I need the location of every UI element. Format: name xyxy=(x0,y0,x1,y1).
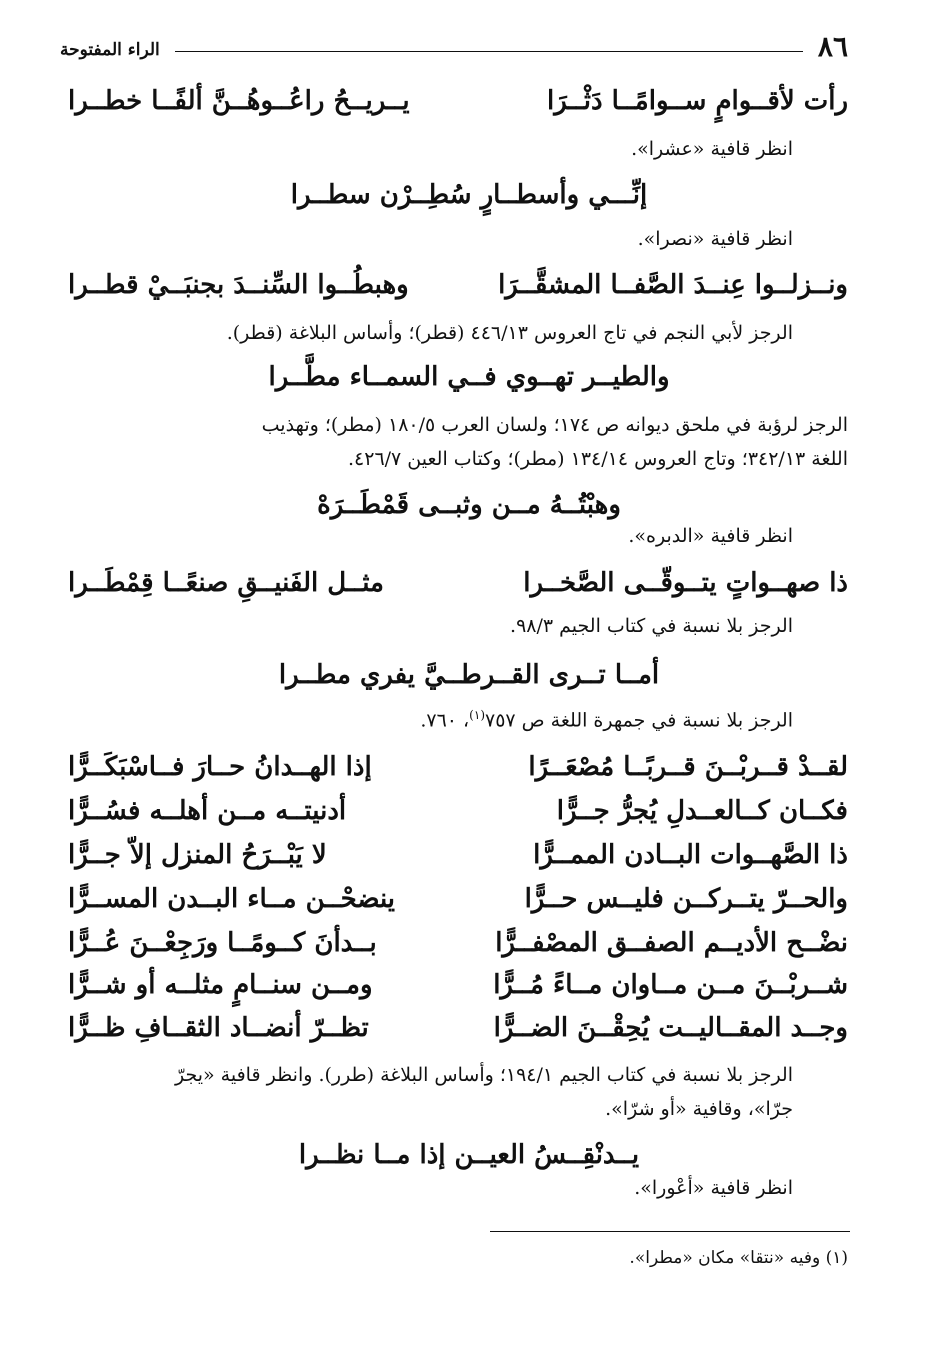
poem-hemistich-left: لا يَبْــرَحُ المنزل إلاّ جــرًّا xyxy=(68,840,327,870)
verse-line: أمــا تــرى القــرطــيَّ يفري مطــرا xyxy=(278,660,660,690)
verse-line: إنِّـــي وأسطــارٍ سُطِــرْن سطــرا xyxy=(290,180,648,210)
note-line: جرّا»، وقافية «أو شرّا». xyxy=(605,1098,793,1120)
note: انظر قافية «أعْورا». xyxy=(634,1177,793,1199)
poem-hemistich-left: ينضحْــن مــاء البــدن المســرًّا xyxy=(68,884,396,914)
verse-hemistich-right: ونــزلــوا عِنــدَ الصَّفــا المشقَّــرَا xyxy=(498,270,848,300)
footnote-rule xyxy=(490,1231,850,1232)
section-title: الراء المفتوحة xyxy=(60,40,160,60)
note xyxy=(420,708,793,731)
note: الرجز بلا نسبة في كتاب الجيم ٩٨/٣. xyxy=(510,615,793,637)
verse-line: يــدنْقِــسُ العيــن إذا مــا نظــرا xyxy=(298,1140,640,1170)
note-text: ، ٧٦٠. xyxy=(420,709,470,732)
verse-hemistich-left: وهبطُــوا السِّنــدَ بجنبَــيْ قطــرا xyxy=(68,270,409,300)
poem-hemistich-right: نضْــح الأديــم الصفــق المصْفــرًّا xyxy=(495,928,848,958)
poem-hemistich-left: بــدأنَ كــومًــا ورَجِعْــنَ عُــرًّا xyxy=(68,928,377,958)
verse-line: والطيــر تهــوي فــي السمــاء مطَّــرا xyxy=(268,362,670,392)
note-text: الرجز بلا نسبة في جمهرة اللغة ص ٧٥٧ xyxy=(485,709,793,732)
page-number: ٨٦ xyxy=(817,30,848,63)
note-line: اللغة ٣٤٢/١٣؛ وتاج العروس ١٣٤/١٤ (مطر)؛ وكتاب العين ٤٢٦/٧. xyxy=(347,448,848,470)
note-paragraph xyxy=(68,1058,793,1126)
note: انظر قافية «نصرا». xyxy=(637,228,793,250)
verse-hemistich-left: مثــل الفَنيــقِ صنعًــا قِمْطَــرا xyxy=(68,568,384,598)
note-line: الرجز بلا نسبة في كتاب الجيم ١٩٤/١؛ وأساس البلاغة (طرر). وانظر قافية «يجرّ xyxy=(174,1064,793,1086)
poem-hemistich-right: والحــرّ يتــركــن فليــس حــرًّا xyxy=(524,884,848,914)
poem-hemistich-left: إذا الهــدانُ حــارَ فــاسْبَكَــرًّا xyxy=(68,752,372,782)
footnote: (١) وفيه «نتقا» مكان «مطرا». xyxy=(629,1248,848,1268)
note: الرجز لأبي النجم في تاج العروس ٤٤٦/١٣ (قطر)؛ وأساس البلاغة (قطر). xyxy=(226,322,793,344)
poem-hemistich-right: ذا الصَّهــوات البــادن الممــرًّا xyxy=(533,840,848,870)
note: انظر قافية «الدبره». xyxy=(628,525,793,547)
verse-hemistich-left: يــريــحُ راعُــوهُــنَّ ألفًــا خطــرا xyxy=(68,86,410,116)
poem-hemistich-left: ومــن سنــامٍ مثلــه أو شــرًّا xyxy=(68,970,373,1000)
poem-hemistich-right: فكــان كــالعــدلِ يُجرُّ جــرًّا xyxy=(556,796,848,826)
header-rule xyxy=(175,51,803,52)
note-line: الرجز لرؤبة في ملحق ديوانه ص ١٧٤؛ ولسان العرب ١٨٠/٥ (مطر)؛ وتهذيب xyxy=(261,414,848,436)
footnote-marker: (١) xyxy=(469,708,485,722)
poem-hemistich-right: شــربْــنَ مــن مــاوان مــاءً مُــرًّا xyxy=(493,970,848,1000)
note: انظر قافية «عشرا». xyxy=(631,138,793,160)
poem-hemistich-left: تظــرّ أنضــاد الثقــافِ ظــرًّا xyxy=(68,1013,369,1043)
verse-hemistich-right: ذا صهــواتٍ يتــوقّــى الصَّخــرا xyxy=(523,568,848,598)
verse-line: وهبْتُــهُ مــن وثبــى قَمْطَــرَهْ xyxy=(317,490,621,520)
poem-hemistich-right: وجــد المقــاليــت يُحِقْــنَ الضــرًّا xyxy=(493,1013,848,1043)
verse-hemistich-right: رأت لأقــوامٍ ســوامًــا دَثْــرَا xyxy=(546,86,848,116)
note-paragraph xyxy=(68,408,848,476)
poem-hemistich-left: أدنيتــه مــن أهلــه فسُــرًّا xyxy=(68,796,347,826)
poem-hemistich-right: لقــدْ قــربْــنَ قــربًــا مُصْعَــرًا xyxy=(528,752,848,782)
